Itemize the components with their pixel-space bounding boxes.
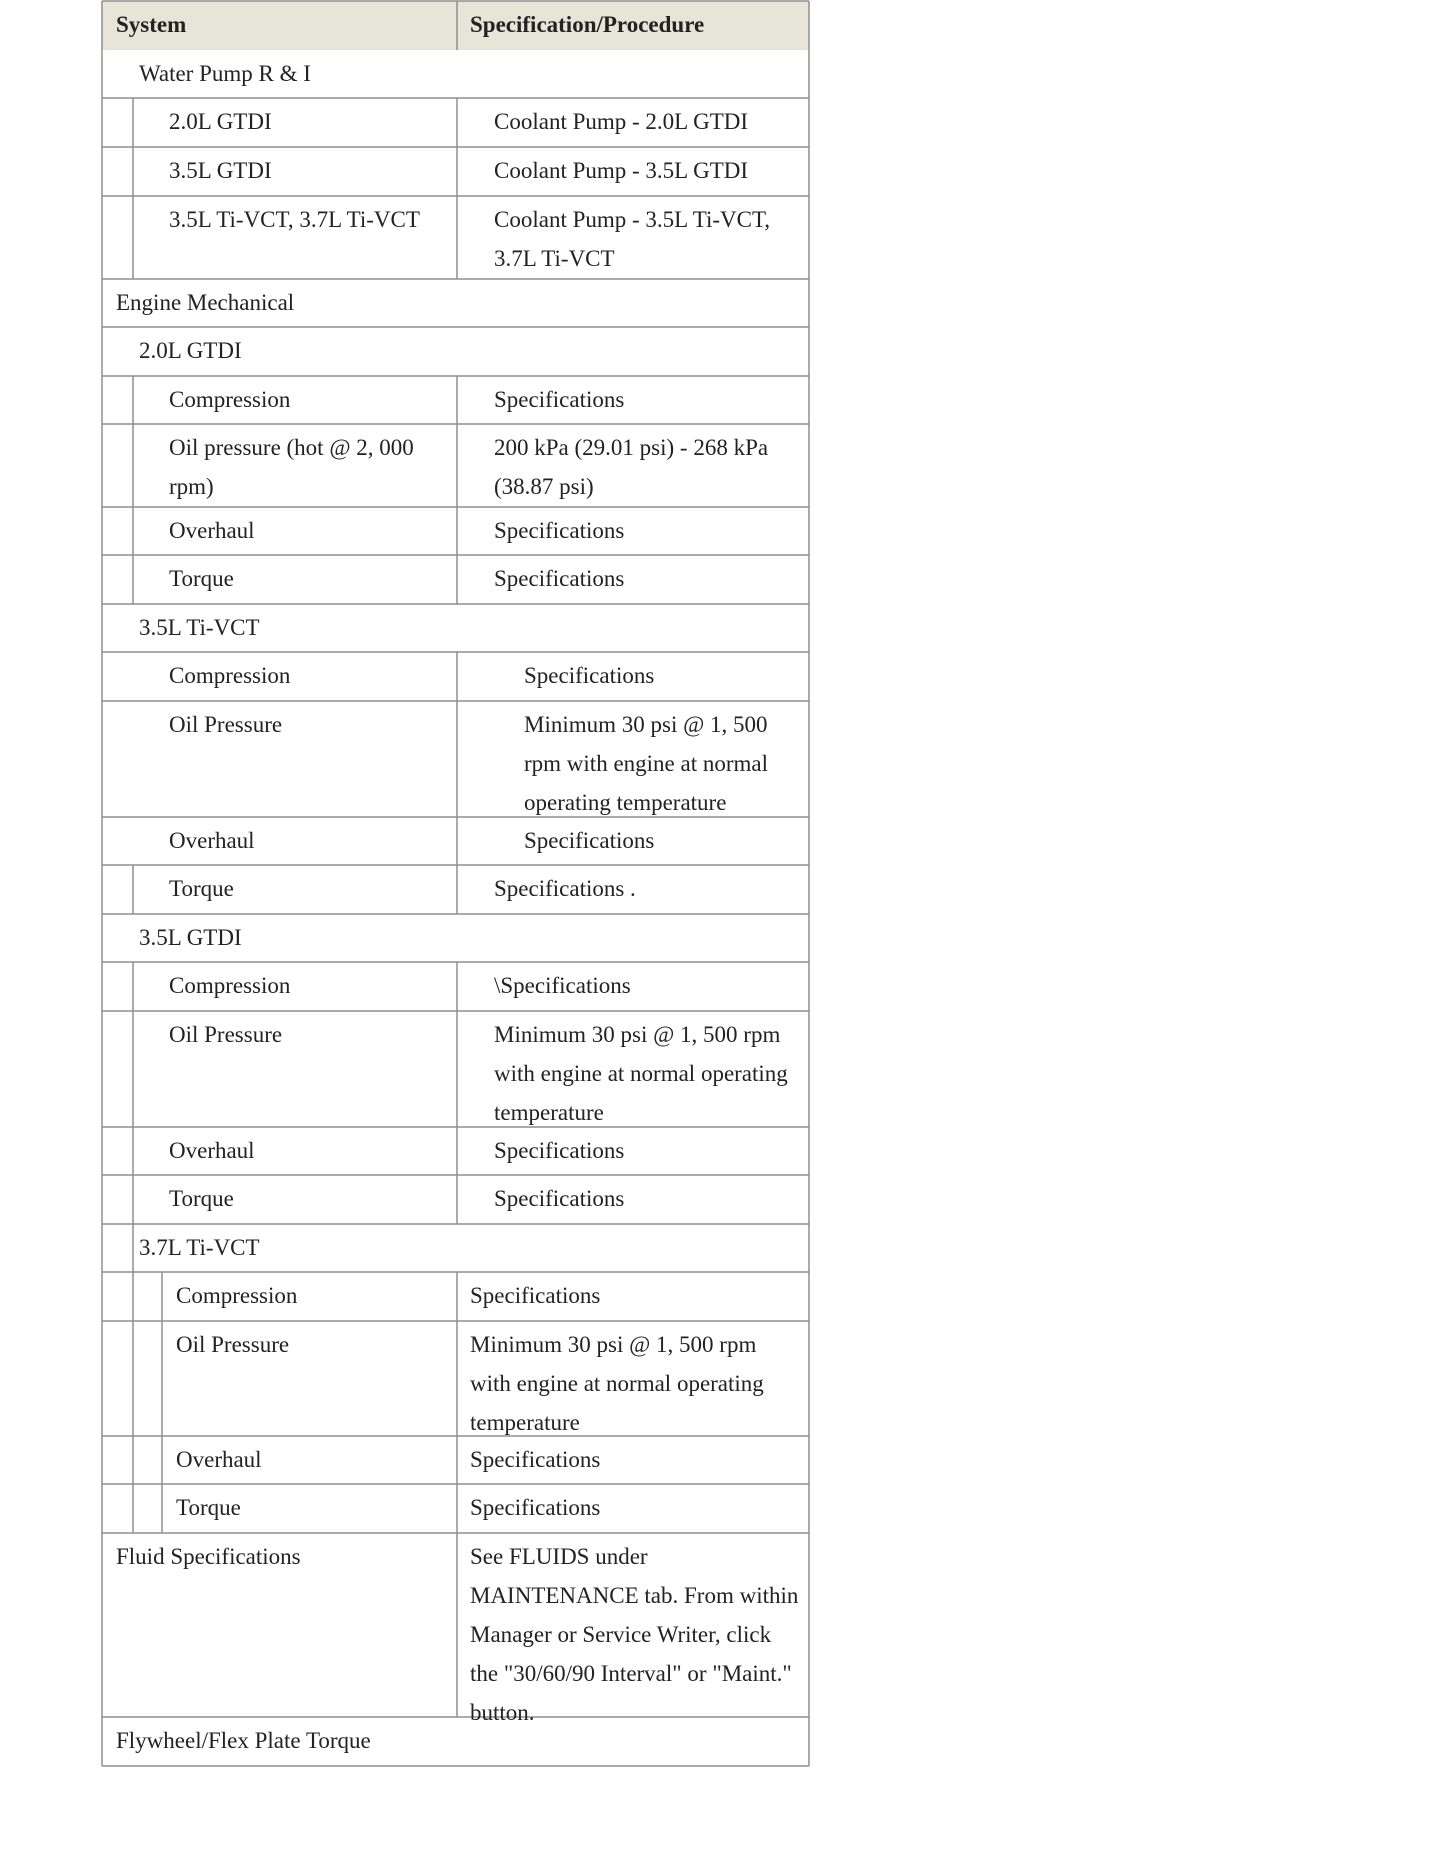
system-cell: Compression [169, 973, 291, 998]
specification-cell: Specifications [470, 1447, 601, 1472]
specification-cell: Minimum 30 psi @ 1, 500 rpm with engine at normal operating temperature [470, 1332, 764, 1435]
specification-cell: Specifications [524, 663, 655, 688]
specification-cell: Coolant Pump - 3.5L Ti-VCT, 3.7L Ti-VCT [494, 207, 771, 271]
specification-cell: Specifications [494, 1138, 625, 1163]
group-label: Water Pump R & I [139, 61, 311, 86]
group-label: 3.5L Ti-VCT [139, 615, 260, 640]
group-label: Flywheel/Flex Plate Torque [116, 1728, 371, 1753]
specification-cell: Specifications [494, 518, 625, 543]
group-label: 2.0L GTDI [139, 338, 242, 363]
system-cell: Overhaul [169, 518, 255, 543]
system-cell: Oil Pressure [176, 1332, 290, 1357]
system-cell: 2.0L GTDI [169, 109, 272, 134]
group-label: 3.7L Ti-VCT [139, 1235, 260, 1260]
specification-cell: Specifications [494, 1186, 625, 1211]
specification-cell: Specifications [524, 828, 655, 853]
specification-cell: 200 kPa (29.01 psi) - 268 kPa (38.87 psi) [494, 435, 769, 499]
system-cell: Overhaul [169, 828, 255, 853]
system-cell: Compression [176, 1283, 298, 1308]
system-cell: Oil pressure (hot @ 2, 000 rpm) [169, 435, 414, 499]
system-cell: 3.5L GTDI [169, 158, 272, 183]
header-specification: Specification/Procedure [470, 12, 705, 37]
specification-cell: See FLUIDS under MAINTENANCE tab. From within Manager or Service Writer, click the "30/60/90 Interval" or "Maint." button. [470, 1544, 799, 1725]
specification-cell: Specifications . [494, 876, 636, 901]
system-cell: Torque [176, 1495, 241, 1520]
system-cell: Oil Pressure [169, 1022, 283, 1047]
system-cell: Compression [169, 387, 291, 412]
system-cell: Torque [169, 876, 234, 901]
specification-cell: Minimum 30 psi @ 1, 500 rpm with engine at normal operating temperature [494, 1022, 788, 1125]
specification-cell: Specifications [470, 1495, 601, 1520]
system-cell: Torque [169, 1186, 234, 1211]
header-system: System [116, 12, 187, 37]
system-cell: 3.5L Ti-VCT, 3.7L Ti-VCT [169, 207, 420, 232]
system-cell: Overhaul [176, 1447, 262, 1472]
specification-cell: Coolant Pump - 2.0L GTDI [494, 109, 749, 134]
group-label: Engine Mechanical [116, 290, 295, 315]
specification-cell: \Specifications [494, 973, 631, 998]
system-cell: Fluid Specifications [116, 1544, 301, 1569]
specification-cell: Specifications [470, 1283, 601, 1308]
system-cell: Oil Pressure [169, 712, 283, 737]
group-label: 3.5L GTDI [139, 925, 242, 950]
specification-cell: Minimum 30 psi @ 1, 500 rpm with engine at normal operating temperature [524, 712, 768, 815]
specification-cell: Coolant Pump - 3.5L GTDI [494, 158, 749, 183]
specification-cell: Specifications [494, 387, 625, 412]
system-cell: Compression [169, 663, 291, 688]
system-cell: Overhaul [169, 1138, 255, 1163]
system-cell: Torque [169, 566, 234, 591]
specification-cell: Specifications [494, 566, 625, 591]
